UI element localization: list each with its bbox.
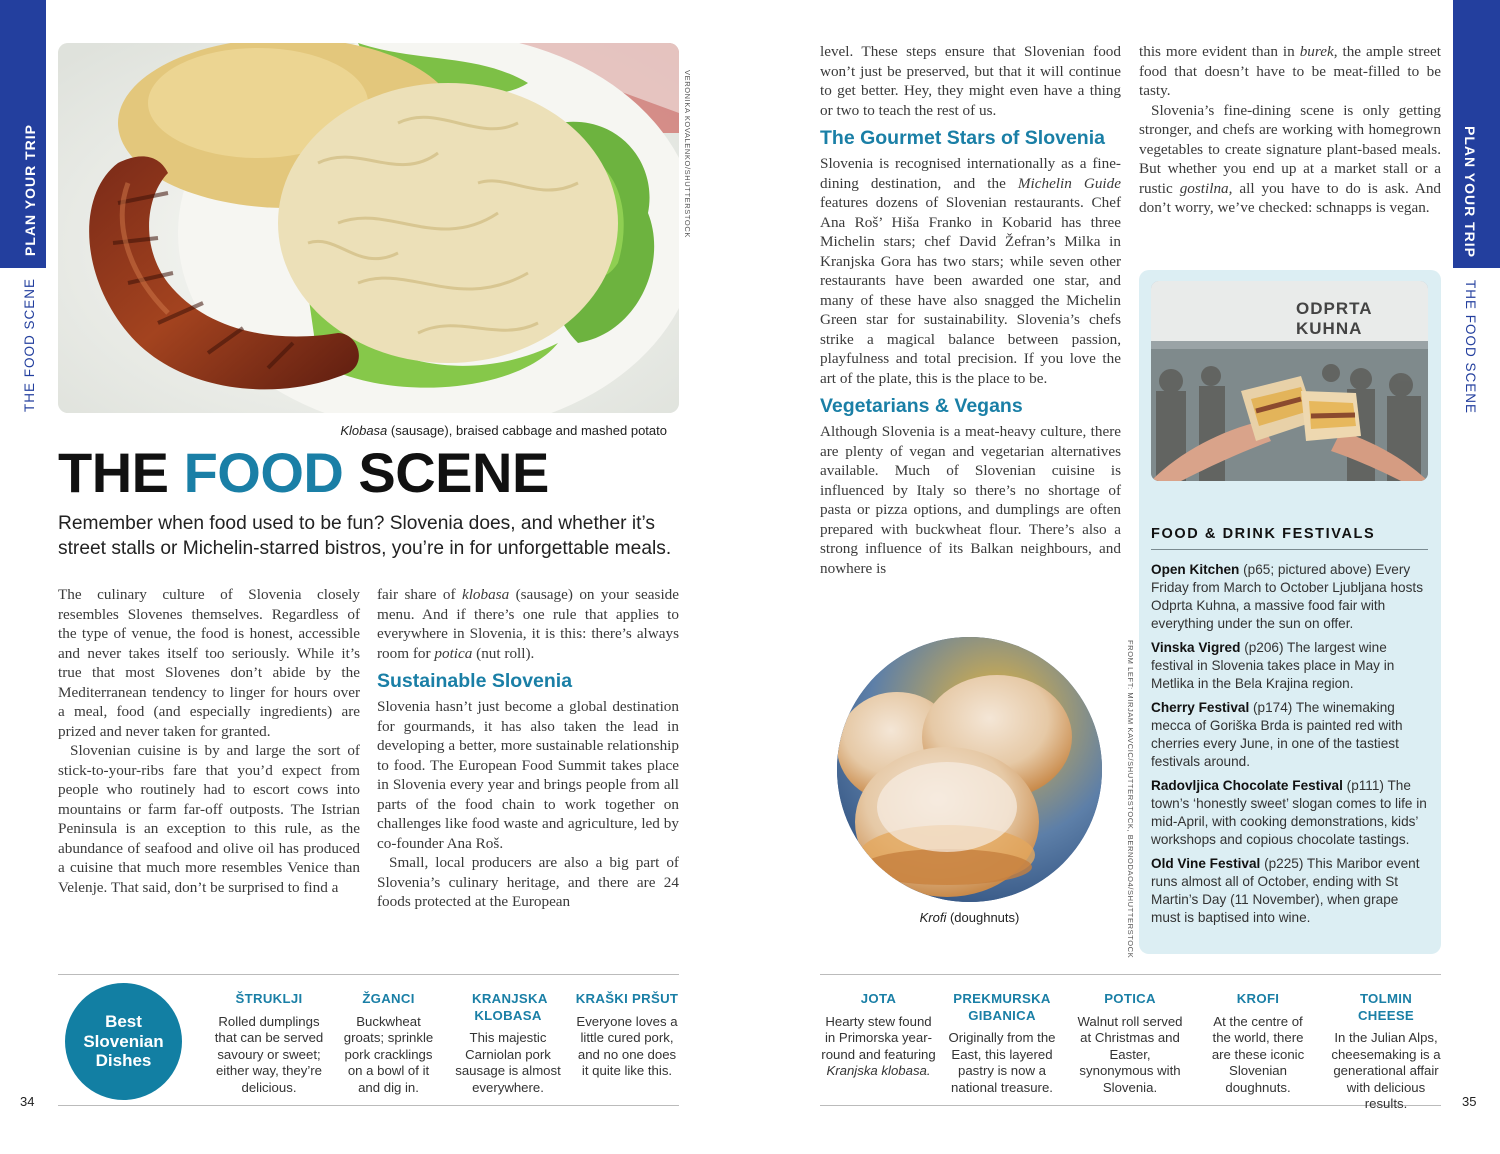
col2-paragraph-1 bbox=[377, 585, 679, 663]
gourmet-heading: The Gourmet Stars of Slovenia bbox=[820, 127, 1105, 149]
dish-name: JOTA bbox=[860, 991, 897, 1006]
festival-name: Cherry Festival bbox=[1151, 700, 1250, 715]
col4-p2-a: Slovenia’s fine-dining scene is only getting stronger, and chefs are working with homegrown vegetables to create signature plant-based meals. But whether you end up at a market stall or a rustic bbox=[1139, 101, 1441, 197]
left-section-label: THE FOOD SCENE bbox=[22, 277, 37, 412]
sausage-cabbage-photo bbox=[58, 43, 679, 413]
right-column-1 bbox=[820, 42, 1121, 578]
festival-text: (p65; pictured above) Every Friday from March to October Ljubljana hosts Odprta Kuhna, a massive food fair with everything under the sun on offer. bbox=[1151, 562, 1423, 631]
dish-potica bbox=[1074, 991, 1186, 1096]
festival-name: Radovljica Chocolate Festival bbox=[1151, 778, 1343, 793]
dish-name: ŽGANCI bbox=[362, 991, 415, 1006]
festival-vinska-vigred bbox=[1151, 639, 1429, 693]
col1-paragraph-1: The culinary culture of Slovenia closely resembles Slovenes themselves. Regardless of the type of venue, the food is honest, accessible and never takes itself too seriously. While it’s true that most Slovenes don’t abide by the Mediterranean tendency to linger for hours over a meal, food (and especially ingredients) are prized and never taken for granted. bbox=[58, 586, 360, 740]
left-column-1 bbox=[58, 585, 360, 897]
krofi-caption bbox=[837, 910, 1102, 925]
dish-zganci bbox=[342, 991, 435, 1096]
festival-text: (p206) The largest wine festival in Slovenia takes place in May in Metlika in the Bela Krajina region. bbox=[1151, 640, 1395, 691]
sausage-photo-caption bbox=[58, 423, 667, 438]
festivals-title: FOOD & DRINK FESTIVALS bbox=[1151, 526, 1376, 542]
dish-desc: Everyone loves a little cured pork, and no one does it quite like this. bbox=[576, 1013, 678, 1078]
col2-p1-klobasa: klobasa bbox=[461, 586, 510, 603]
intro-text bbox=[58, 511, 671, 561]
best-dishes-badge-label: Best Slovenian Dishes bbox=[83, 1012, 164, 1071]
caption-text: (sausage), braised cabbage and mashed potato bbox=[387, 423, 667, 438]
dish-name: ŠTRUKLJI bbox=[235, 991, 303, 1006]
right-dishes-top-rule bbox=[820, 974, 1441, 975]
dish-desc: At the centre of the world, there are these iconic Slovenian doughnuts. bbox=[1211, 1013, 1305, 1095]
left-photo-credit: VERONIKA KOVALENKO/SHUTTERSTOCK bbox=[683, 70, 692, 238]
dish-desc-text: Hearty stew found in Primorska year-round and featuring bbox=[821, 1013, 936, 1062]
col4-paragraph-1 bbox=[1139, 42, 1441, 101]
dish-desc: Buckwheat groats; sprinkle pork cracklings on a bowl of it and dig in. bbox=[343, 1013, 434, 1095]
left-column-2 bbox=[377, 585, 679, 912]
festivals-list bbox=[1151, 561, 1429, 933]
festival-open-kitchen bbox=[1151, 561, 1429, 633]
col4-p1-burek: burek bbox=[1299, 43, 1334, 60]
krofi-caption-italic: Krofi bbox=[919, 910, 947, 925]
dish-name: PREKMURSKA GIBANICA bbox=[953, 991, 1051, 1023]
col4-p1-b: , the ample street food that doesn’t have to be meat-filled to be tasty. bbox=[1139, 43, 1441, 99]
festival-text: (p225) This Maribor event runs almost all of October, ending with St Martin’s Day (11 November), when grape must is baptised into wine. bbox=[1151, 856, 1420, 925]
dish-jota bbox=[820, 991, 937, 1080]
dish-prekmurska-gibanica bbox=[946, 991, 1058, 1096]
col2-p1-a: fair share of bbox=[377, 586, 462, 603]
left-dishes-bottom-rule bbox=[58, 1105, 679, 1106]
col3-p2-michelin: Michelin Guide bbox=[1017, 174, 1121, 192]
vegetarians-heading: Vegetarians & Vegans bbox=[820, 395, 1023, 417]
dish-name: KRAŠKI PRŠUT bbox=[575, 991, 679, 1006]
col2-p1-b: (sausage) on your seaside menu. And if there’s one rule that applies to everywhere in Slovenia, it is this: there’s always room for bbox=[377, 586, 679, 662]
caption-italic: Klobasa bbox=[340, 423, 388, 438]
festival-name: Vinska Vigred bbox=[1151, 640, 1241, 655]
krofi-caption-text: (doughnuts) bbox=[946, 910, 1020, 925]
festival-text: (p174) The winemaking mecca of Goriška Brda is painted red with cherries every June, in one of the tastiest festivals around. bbox=[1151, 700, 1403, 769]
title-part-food: FOOD bbox=[183, 441, 344, 504]
right-tab-label: PLAN YOUR TRIP bbox=[1462, 126, 1478, 258]
festival-name: Open Kitchen bbox=[1151, 562, 1240, 577]
festival-name: Old Vine Festival bbox=[1151, 856, 1261, 871]
festival-chocolate bbox=[1151, 777, 1429, 849]
col4-p2-gostilna: gostilna, bbox=[1179, 179, 1233, 197]
right-section-label: THE FOOD SCENE bbox=[1463, 280, 1478, 415]
dish-strukli bbox=[212, 991, 326, 1096]
dish-desc: Walnut roll served at Christmas and Easter, synonymous with Slovenia. bbox=[1077, 1013, 1183, 1095]
dish-name: POTICA bbox=[1104, 991, 1156, 1006]
dish-desc bbox=[820, 1014, 937, 1080]
col3-paragraph-3: Although Slovenia is a meat-heavy culture, there are plenty of vegan and vegetarian alternatives available. Much of Slovenian cuisine is influenced by Italy so there’s no shortage of pasta or pizza options, and dumplings are often prepared with buckwheat flour. There’s also a strong influence of its Balkan neighbours, and nowhere is bbox=[820, 423, 1121, 577]
dish-kranjska-klobasa bbox=[452, 991, 564, 1096]
col3-paragraph-1: level. These steps ensure that Slovenian food won’t just be preserved, but that it will continue to get better. Hey, they might even have a thing or two to teach the rest of us. bbox=[820, 43, 1121, 119]
dish-desc: Rolled dumplings that can be served savoury or sweet; either way, they’re delicious. bbox=[214, 1013, 324, 1095]
dish-name: KRANJSKA KLOBASA bbox=[472, 991, 548, 1023]
dish-desc: This majestic Carniolan pork sausage is almost everywhere. bbox=[455, 1030, 561, 1095]
intro-line-2: street stalls or Michelin-starred bistros, you’re in for unforgettable meals. bbox=[58, 538, 672, 559]
col1-paragraph-2: Slovenian cuisine is by and large the sort of stick-to-your-ribs fare that you’d expect from people who routinely had to escort cows into mountains or farm far-off outposts. The Istrian Peninsula is an exception to this rule, as the abundance of seafood and olive oil has produced a cuisine that much more resembles Venice than Velenje. That said, don’t be surprised to find a bbox=[58, 742, 360, 896]
col4-p1-a: this more evident than in bbox=[1139, 43, 1300, 60]
col2-p1-c: (nut roll). bbox=[472, 644, 535, 662]
left-page-number: 34 bbox=[20, 1094, 35, 1109]
festival-old-vine bbox=[1151, 855, 1429, 927]
festival-text: (p111) The town’s ‘honestly sweet’ slogan comes to life in mid-April, with cooking demonstrations, kids’ workshops and copious chocolate tastings. bbox=[1151, 778, 1427, 847]
right-page-number: 35 bbox=[1462, 1094, 1477, 1109]
right-photo-credit: FROM LEFT: MIRJAM KAVCIC/SHUTTERSTOCK, BERNODAO4/SHUTTERSTOCK bbox=[1126, 640, 1135, 959]
col4-paragraph-2 bbox=[1139, 101, 1441, 218]
intro-line-1: Remember when food used to be fun? Slovenia does, and whether it’s bbox=[58, 513, 655, 534]
festival-cherry bbox=[1151, 699, 1429, 771]
sustainable-heading: Sustainable Slovenia bbox=[377, 670, 573, 692]
col4-p2-b: all you have to do is ask. And don’t worry, we’ve checked: schnapps is vegan. bbox=[1139, 179, 1442, 216]
col3-paragraph-2 bbox=[820, 154, 1121, 388]
col2-paragraph-3: Small, local producers are also a big part of Slovenia’s culinary heritage, and there are 24 foods protected at the European bbox=[377, 854, 679, 910]
right-column-2 bbox=[1139, 42, 1441, 218]
col2-p1-potica: potica bbox=[434, 644, 473, 662]
title-part-1: THE bbox=[58, 441, 184, 504]
best-dishes-badge bbox=[65, 983, 182, 1100]
col2-paragraph-2: Slovenia hasn’t just become a global destination for gourmands, it has also taken the lead in developing a better, more sustainable relationship to food. The European Food Summit takes place in Slovenia every year and brings people from all parts of the food chain to work together on challenges like food waste and agriculture, led by co-founder Ana Roš. bbox=[377, 698, 679, 852]
market-sign: ODPRTA KUHNA bbox=[1296, 299, 1372, 338]
page-title bbox=[58, 438, 549, 508]
dish-krofi bbox=[1208, 991, 1308, 1096]
col3-p2-b: features dozens of Slovenian restaurants. Chef Ana Roš’ Hiša Franko in Kobarid has three Michelin stars; chef David Žefran’s Milka in Kranjska Gora has two stars; while seven other restaurants have been awarded one star, and many of these have also snagged the Michelin Green star for sustainability. Slovenia’s chefs strike a magical balance between passion, playfulness and total precision. If you love the art of the plate, this is the place to be. bbox=[820, 194, 1121, 387]
festivals-title-rule bbox=[1151, 549, 1428, 550]
dish-kraski-prsut bbox=[574, 991, 680, 1080]
dish-tolmin-cheese bbox=[1330, 991, 1442, 1113]
dish-name: TOLMIN CHEESE bbox=[1357, 991, 1415, 1023]
dish-desc: Originally from the East, this layered pastry is now a national treasure. bbox=[948, 1030, 1056, 1095]
krofi-photo bbox=[837, 637, 1102, 902]
dish-name: KROFI bbox=[1236, 991, 1280, 1006]
title-part-3: SCENE bbox=[343, 441, 549, 504]
col3-p2-a: Slovenia is recognised internationally as a fine-dining destination, and the bbox=[820, 155, 1121, 192]
left-tab-label: PLAN YOUR TRIP bbox=[22, 124, 38, 256]
market-photo bbox=[1151, 281, 1428, 481]
dish-desc-italic: Kranjska klobasa. bbox=[826, 1063, 931, 1078]
dish-desc: In the Julian Alps, cheesemaking is a generational affair with delicious results. bbox=[1331, 1030, 1441, 1111]
left-dishes-top-rule bbox=[58, 974, 679, 975]
